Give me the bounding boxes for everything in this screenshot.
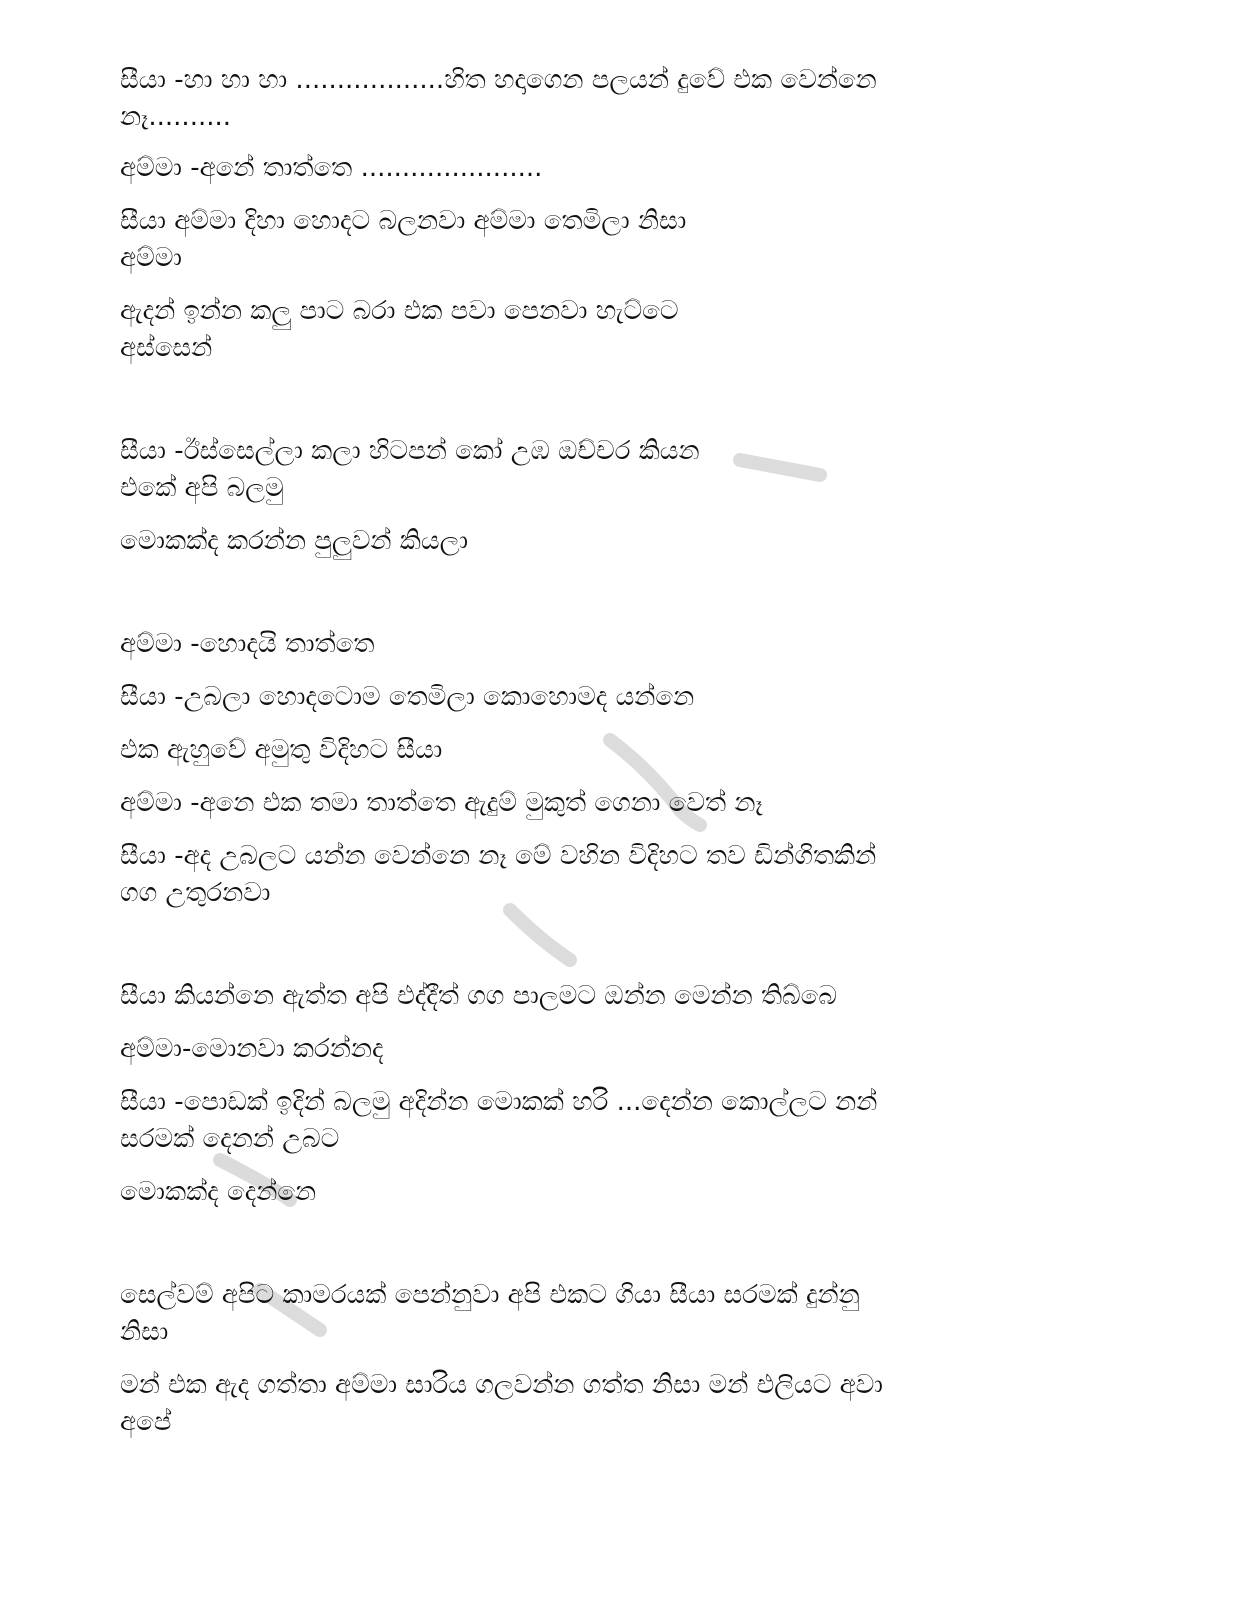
paragraph-17: මන් එක ඇද ගත්තා අම්මා සාරිය ගලවන්න ගත්ත නිසා මන් එලියට අවා අපේ bbox=[120, 1370, 883, 1437]
paragraph-7: අම්මා -හොදයි තාත්තෙ bbox=[120, 629, 375, 659]
paragraph-4: ඇදන් ඉන්න කලු පාට බරා එක පවා පෙනවා හැට්ටෙ අස්සෙන් bbox=[120, 296, 679, 363]
paragraph-12: සීයා කියන්නෙ ඇත්ත අපි එද්දීත් ගග පාලමට ඔන්න මෙන්න තිබ්බෙ bbox=[120, 981, 837, 1011]
document-body bbox=[120, 62, 1100, 1441]
paragraph-3: සීයා අම්මා දිහා හොදට බලනවා අම්මා තෙමිලා නිසා අම්මා bbox=[120, 206, 687, 273]
paragraph-11: සීයා -අද උබලට යන්න වෙන්නෙ නෑ මේ වහින විදිහට තව ඩින්ගිතකින් ගග උතුරනවා bbox=[120, 841, 877, 908]
paragraph-13: අම්මා-මොනවා කරන්නද bbox=[120, 1034, 384, 1064]
paragraph-16: සෙල්වම් අපිට කාමරයක් පෙන්නුවා අපි එකට ගියා සීයා සරමක් දුන්නු නිසා bbox=[120, 1280, 860, 1347]
paragraph-1: සීයා -හා හා හා ..................හිත හදාගෙන පලයන් දුවේ එක වෙන්නෙ නෑ.......... bbox=[120, 65, 877, 132]
paragraph-15: මොකක්ද දෙන්නෙ bbox=[120, 1177, 317, 1207]
paragraph-2: අම්මා -අනේ තාත්තෙ ...................... bbox=[120, 153, 543, 183]
paragraph-6: මොකක්ද කරන්න පුලුවන් කියලා bbox=[120, 526, 469, 556]
paragraph-14: සීයා -පොඩක් ඉදින් බලමු අදින්න මොකක් හරි ...දෙන්න කොල්ලට නන් සරමක් දෙනන් උබට bbox=[120, 1087, 878, 1154]
paragraph-10: අම්මා -අනෙ එක තමා තාත්තෙ ඇදුම් මුකුත් ගෙනා වෙත් නෑ bbox=[120, 788, 763, 818]
paragraph-9: එක ඇහුවේ අමුතු විදිහට සීයා bbox=[120, 735, 443, 765]
paragraph-8: සීයා -උබලා හොදටොම තෙමිලා කොහොමද යන්නෙ bbox=[120, 682, 695, 712]
paragraph-5: සීයා -ඊස්සෙල්ලා කලා හිටපන් කෝ උඹ ඔච්චර කියන එකේ අපි බලමු bbox=[120, 436, 700, 503]
